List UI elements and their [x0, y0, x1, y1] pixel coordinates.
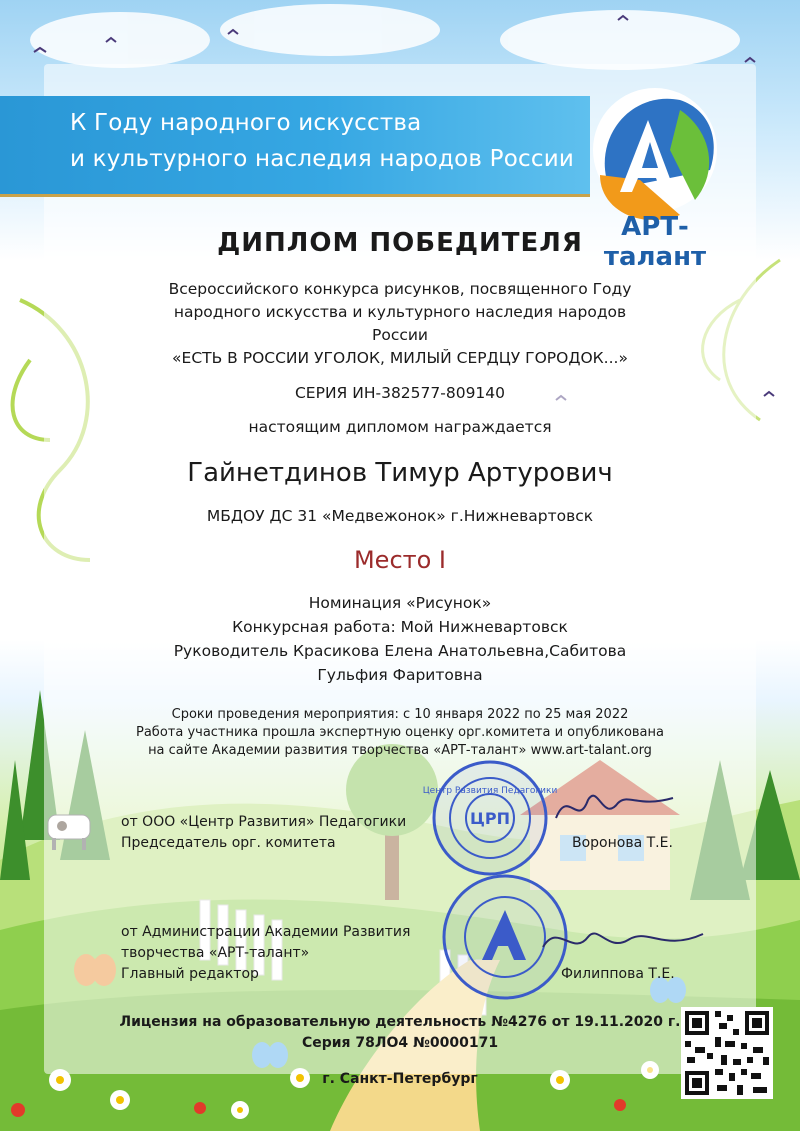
org1-signer-name: Воронова Т.Е. — [572, 835, 673, 851]
diploma-title: ДИПЛОМ ПОБЕДИТЕЛЯ — [217, 228, 583, 258]
place-label: Место I — [353, 546, 447, 574]
org1-line-1: от ООО «Центр Развития» Педагогики — [121, 814, 407, 830]
contest-line-4: «ЕСТЬ В РОССИИ УГОЛОК, МИЛЫЙ СЕРДЦУ ГОРОДОК...» — [172, 349, 628, 367]
contest-line-3: России — [371, 326, 429, 344]
stamp-crp-icon — [422, 758, 558, 878]
banner-line-2: и культурного наследия народов России — [70, 146, 574, 172]
supervisor-line-2: Гульфия Фаритовна — [317, 666, 483, 684]
clouds — [30, 4, 740, 70]
signature-voronova-icon — [548, 778, 678, 838]
logo-text: АРТ-талант — [603, 212, 707, 272]
org1-line-2: Председатель орг. комитета — [121, 835, 336, 851]
signature-filippova-icon — [538, 912, 708, 972]
qr-code-icon[interactable] — [681, 1007, 773, 1099]
series-number: СЕРИЯ ИН-382577-809140 — [294, 384, 506, 402]
license-line: Лицензия на образовательную деятельность №4276 от 19.11.2020 г. — [119, 1014, 681, 1030]
review-line-2: на сайте Академии развития творчества «АРТ-талант» www.art-talant.org — [148, 743, 652, 758]
org2-signer-name: Филиппова Т.Е. — [561, 966, 675, 982]
awarded-text: настоящим дипломом награждается — [248, 418, 552, 436]
organization: МБДОУ ДС 31 «Медвежонок» г.Нижневартовск — [206, 507, 594, 525]
org2-line-2: творчества «АРТ-талант» — [121, 945, 310, 961]
competition-work: Конкурсная работа: Мой Нижневартовск — [232, 618, 568, 636]
stamp-crp-text: ЦРП — [470, 809, 510, 828]
header-banner — [0, 96, 590, 197]
nomination: Номинация «Рисунок» — [308, 594, 492, 612]
supervisor-line-1: Руководитель Красикова Елена Анатольевна,Сабитова — [173, 642, 627, 660]
review-line-1: Работа участника прошла экспертную оценку орг.комитета и опубликована — [136, 725, 664, 740]
org2-line-1: от Администрации Академии Развития — [121, 924, 411, 940]
org2-line-3: Главный редактор — [121, 966, 259, 982]
city: г. Санкт-Петербург — [322, 1071, 478, 1087]
banner-line-1: К Году народного искусства — [70, 110, 422, 136]
event-dates: Сроки проведения мероприятия: с 10 января 2022 по 25 мая 2022 — [171, 707, 629, 722]
license-series: Серия 78ЛО4 №0000171 — [301, 1035, 499, 1051]
stamp-crp-ring-text: Центр Развития Педагогики — [422, 786, 558, 796]
winner-name: Гайнетдинов Тимур Артурович — [187, 458, 613, 488]
contest-line-1: Всероссийского конкурса рисунков, посвященного Году — [168, 280, 632, 298]
contest-line-2: народного искусства и культурного наследия народов — [173, 303, 627, 321]
